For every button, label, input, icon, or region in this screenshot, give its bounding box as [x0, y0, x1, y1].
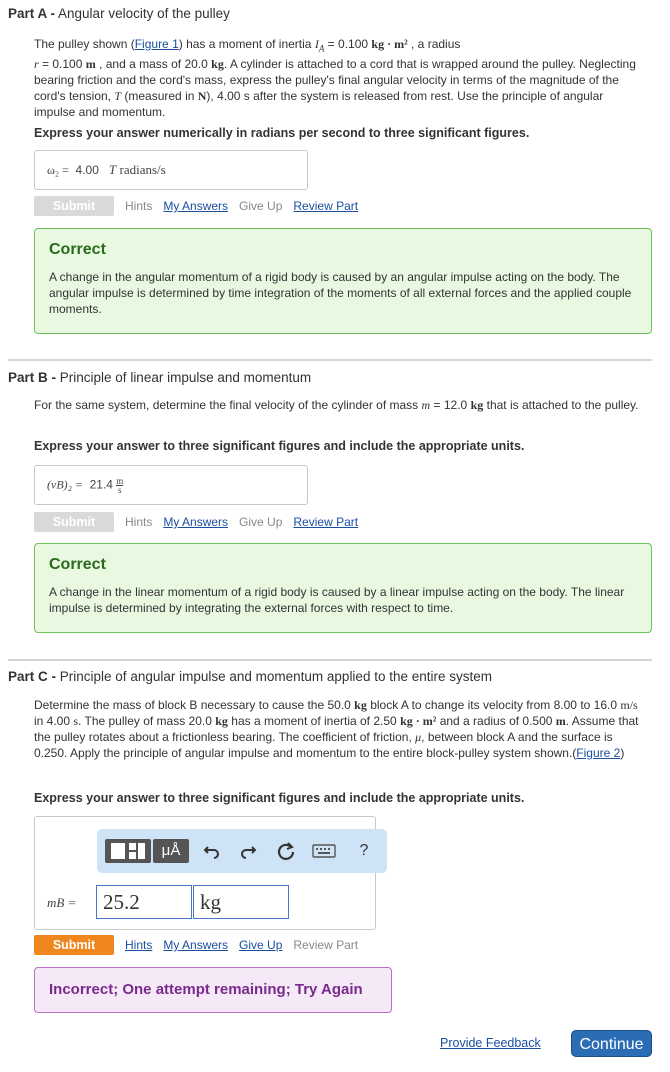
part-a-answer-unit: radians/s	[119, 162, 166, 177]
part-a-review-part-link[interactable]: Review Part	[293, 199, 359, 213]
provide-feedback-link[interactable]: Provide Feedback	[440, 1036, 541, 1050]
part-c-instruction: Express your answer to three significant figures and include the appropriate units.	[34, 791, 525, 805]
newton-unit: N	[197, 89, 207, 104]
divider-b-c	[8, 659, 652, 661]
part-b-feedback-title: Correct	[49, 556, 106, 573]
continue-button[interactable]: Continue	[571, 1030, 652, 1057]
part-c-value-input[interactable]: 25.2	[96, 885, 192, 919]
part-b-unit-denominator: s	[118, 485, 122, 495]
figure-2-link[interactable]: Figure 2	[576, 746, 621, 760]
part-b-answer-value: 21.4	[89, 477, 113, 492]
math-toolbar	[97, 829, 387, 873]
keyboard-icon[interactable]	[311, 839, 337, 863]
part-b-submit-button[interactable]: Submit	[34, 512, 114, 532]
part-b-text-1: For the same system, determine the final velocity of the cylinder of mass	[34, 398, 419, 412]
part-c-review-part-link: Review Part	[293, 938, 359, 952]
redo-icon[interactable]	[237, 839, 259, 863]
part-b-hints-link[interactable]: Hints	[125, 515, 153, 529]
tension-symbol: T	[114, 89, 122, 104]
template-icon-graphic	[105, 839, 151, 863]
part-b-feedback-body: A change in the linear momentum of a rigid body is caused by a linear impulse acting on the body. The linear impulse is determined by integrating the external forces with respect to time.	[49, 585, 625, 615]
part-b-prefix: Part B -	[8, 370, 57, 385]
part-c-unit-kgm2: kg · m²	[400, 714, 437, 728]
part-a-text-7: ), 4.00 s after the system is released from rest. Use the principle of angular impulse and momentum.	[34, 89, 604, 120]
part-c-header	[8, 669, 492, 684]
part-c-feedback: Incorrect; One attempt remaining; Try Again	[34, 967, 392, 1013]
part-b-answer-box[interactable]	[34, 465, 308, 505]
part-a-toolbar	[34, 196, 358, 216]
part-c-text-9: )	[620, 746, 625, 760]
reset-icon-graphic	[276, 841, 296, 861]
part-c-title: Principle of angular impulse and momentum applied to the entire system	[59, 669, 493, 684]
part-c-text-1: Determine the mass of block B necessary to cause the 50.0	[34, 698, 351, 712]
radius-unit: m	[85, 57, 96, 72]
part-a-answer-label: ω₂ =	[47, 163, 69, 177]
divider-a-b	[8, 359, 652, 361]
part-c-text-8: , between block A and the surface is 0.250. Apply the principle of angular impulse and momentum to the entire block-pulley system shown.(	[34, 730, 613, 760]
undo-icon-graphic	[203, 842, 221, 860]
part-a-my-answers-link[interactable]: My Answers	[163, 199, 229, 213]
part-c-unit-kg-1: kg	[354, 698, 367, 712]
part-b-answer-label: (vB)₂ =	[47, 477, 83, 492]
part-c-hints-link[interactable]: Hints	[125, 938, 153, 952]
part-c-text-6: and a radius of 0.500	[439, 714, 553, 728]
part-a-prefix: Part A -	[8, 6, 56, 21]
part-c-text-3: in 4.00	[34, 714, 71, 728]
part-c-unit-input[interactable]: kg	[193, 885, 289, 919]
part-c-text-4: . The pulley of mass 20.0	[78, 714, 212, 728]
inertia-symbol: I	[314, 37, 319, 51]
part-c-text-2: block A to change its velocity from 8.00 to 16.0	[370, 698, 618, 712]
part-c-toolbar	[34, 935, 358, 955]
part-c-intro	[34, 697, 646, 761]
part-a-text-6: (measured in	[124, 89, 195, 104]
inertia-subscript: A	[318, 43, 325, 54]
part-c-unit-s: s	[73, 714, 79, 728]
part-b-intro	[34, 397, 646, 413]
part-c-submit-button[interactable]: Submit	[34, 935, 114, 955]
part-a-feedback	[34, 228, 652, 334]
help-button[interactable]: ?	[359, 842, 369, 859]
part-c-text-5: has a moment of inertia of 2.50	[231, 714, 397, 728]
part-a-text-5: . A cylinder is attached to a cord that is wrapped around the pulley. Neglecting bearing friction and the cord's mass, express the pulley's final angular velocity in terms of the magnitude of the cord's tension,	[34, 57, 636, 104]
part-b-title: Principle of linear impulse and momentum	[59, 370, 312, 385]
mu-symbol: μ	[415, 730, 422, 744]
part-b-give-up-link[interactable]: Give Up	[239, 515, 283, 529]
part-a-text-1: The pulley shown (	[34, 37, 135, 51]
part-b-text-2: that is attached to the pulley.	[486, 398, 639, 412]
part-c-unit-ms: m/s	[620, 698, 638, 712]
part-b-instruction: Express your answer to three significant figures and include the appropriate units.	[34, 439, 525, 453]
part-a-title: Angular velocity of the pulley	[58, 6, 230, 21]
inertia-unit: kg · m²	[371, 37, 408, 51]
mass-symbol: m	[421, 398, 431, 412]
part-a-feedback-body: A change in the angular momentum of a rigid body is caused by an angular impulse acting on the body. The angular impulse is determined by time integration of the moments of all external forces and the applied couple moments.	[49, 270, 632, 316]
part-c-text-7: . Assume that the pulley rotates about a frictionless bearing. The coefficient of friction,	[34, 714, 639, 744]
part-a-answer-symbol: T	[108, 162, 117, 177]
part-b-toolbar	[34, 512, 358, 532]
part-a-text-2: ) has a moment of inertia	[178, 37, 312, 51]
part-a-header	[8, 6, 230, 21]
part-a-text-3: , a radius	[411, 37, 461, 51]
part-c-prefix: Part C -	[8, 669, 57, 684]
part-b-review-part-link[interactable]: Review Part	[293, 515, 359, 529]
part-b-mass-unit: kg	[470, 398, 484, 412]
part-a-give-up-link[interactable]: Give Up	[239, 199, 283, 213]
redo-icon-graphic	[239, 842, 257, 860]
part-b-header	[8, 370, 311, 385]
part-b-mass-value: = 12.0	[433, 398, 468, 412]
reset-icon[interactable]	[275, 839, 297, 863]
part-a-answer-value: 4.00	[75, 163, 99, 177]
part-b-feedback	[34, 543, 652, 633]
part-a-feedback-title: Correct	[49, 241, 106, 258]
units-button[interactable]: μÅ	[153, 839, 189, 863]
part-c-unit-kg-2: kg	[215, 714, 228, 728]
part-b-my-answers-link[interactable]: My Answers	[163, 515, 229, 529]
part-a-submit-button[interactable]: Submit	[34, 196, 114, 216]
part-c-answer-editor	[34, 816, 376, 930]
part-b-answer-unit	[116, 477, 123, 494]
part-a-answer-box[interactable]	[34, 150, 308, 190]
mass-unit: kg	[211, 57, 224, 72]
part-c-answer-label: mB =	[47, 895, 77, 910]
part-c-give-up-link[interactable]: Give Up	[239, 938, 283, 952]
radius-symbol: r	[34, 57, 39, 72]
part-c-unit-m: m	[555, 714, 566, 728]
part-a-intro	[34, 36, 646, 120]
part-a-instruction: Express your answer numerically in radians per second to three significant figures.	[34, 126, 530, 140]
figure-1-link[interactable]: Figure 1	[134, 37, 179, 51]
inertia-value: = 0.100	[327, 37, 369, 51]
part-c-my-answers-link[interactable]: My Answers	[163, 938, 229, 952]
template-icon[interactable]	[105, 839, 151, 863]
undo-icon[interactable]	[201, 839, 223, 863]
part-a-hints-link[interactable]: Hints	[125, 199, 153, 213]
part-a-text-4: , and a mass of 20.0	[99, 57, 208, 72]
part-b-unit-numerator: m	[116, 476, 124, 486]
radius-value: = 0.100	[42, 57, 83, 72]
keyboard-icon-graphic	[312, 843, 336, 859]
